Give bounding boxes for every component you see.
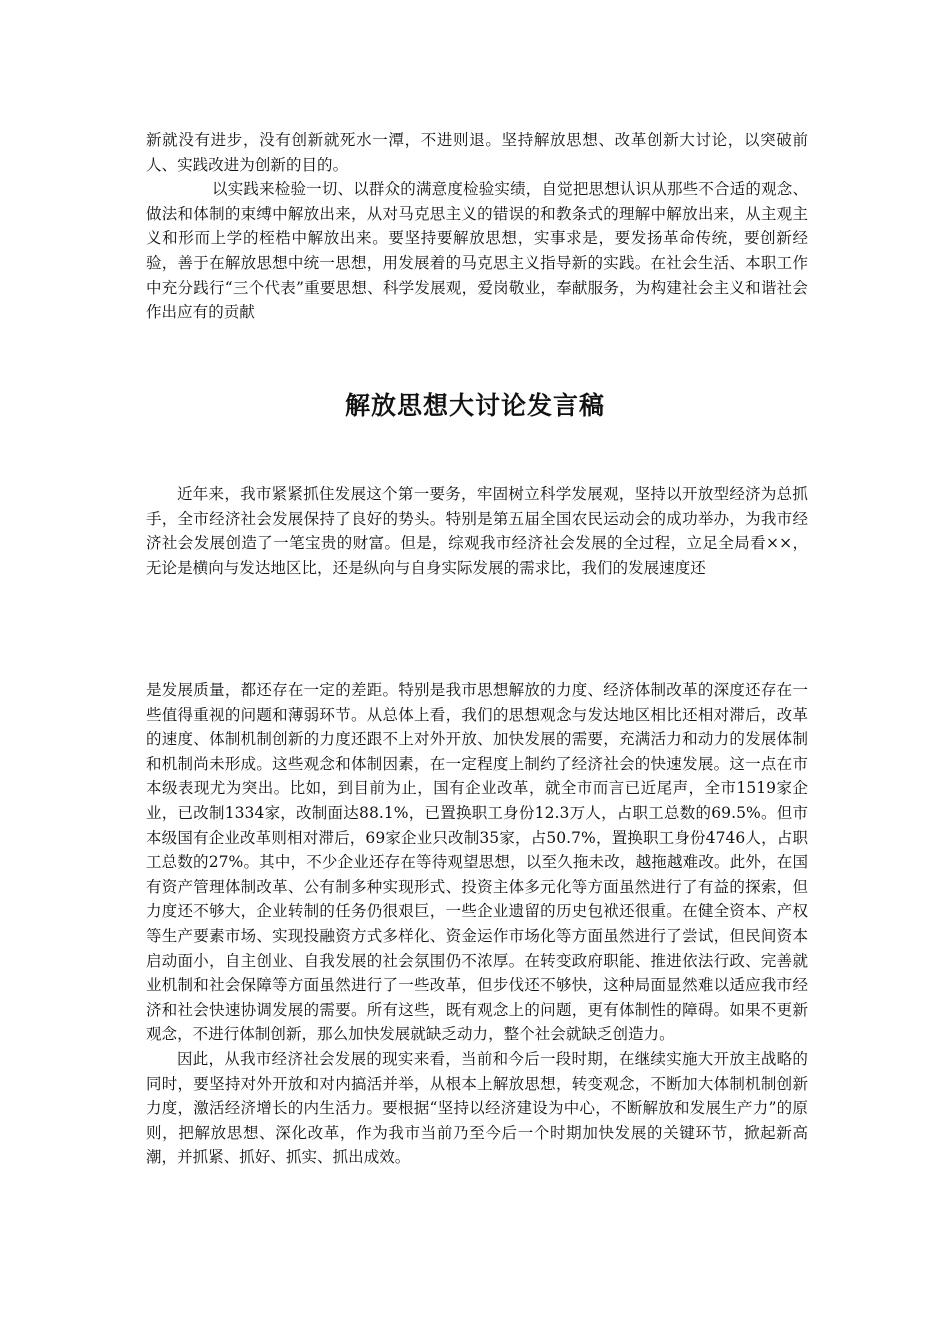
body-paragraph-1: 近年来，我市紧紧抓住发展这个第一要务，牢固树立科学发展观，坚持以开放型经济为总抓手，全市经济社会发展保持了良好的势头。特别是第五届全国农民运动会的成功举办，为我市经济社会发展创造了一笔宝贵的财富。但是，综观我市经济社会发展的全过程，立足全局看××，无论是横向与发达地区比，还是纵向与自身实际发展的需求比，我们的发展速度还	[146, 485, 808, 577]
intro-paragraph-1: 新就没有进步，没有创新就死水一潭，不进则退。坚持解放思想、改革创新大讨论，以突破前人、实践改进为创新的目的。	[146, 131, 808, 174]
document-title: 解放思想大讨论发言稿	[344, 391, 605, 420]
body-section-1	[146, 482, 808, 580]
intro-paragraph-2: 以实践来检验一切、以群众的满意度检验实绩，自觉把思想认识从那些不合适的观念、做法和体制的束缚中解放出来，从对马克思主义的错误的和教条式的理解中解放出来，从主观主义和形而上学的桎梏中解放出来。要坚持要解放思想，实事求是，要发扬革命传统，要创新经验，善于在解放思想中统一思想，用发展着的马克思主义指导新的实践。在社会生活、本职工作中充分践行“三个代表”重要思想、科学发展观，爱岗敬业，奉献服务，为构建社会主义和谐社会作出应有的贡献	[146, 180, 808, 322]
body-paragraph-3: 因此，从我市经济社会发展的现实来看，当前和今后一段时期，在继续实施大开放主战略的同时，要坚持对外开放和对内搞活并举，从根本上解放思想，转变观念，不断加大体制机制创新力度，激活经济增长的内生活力。要根据“坚持以经济建设为中心，不断解放和发展生产力”的原则，把解放思想、深化改革，作为我市当前乃至今后一个时期加快发展的关键环节，掀起新高潮，并抓紧、抓好、抓实、抓出成效。	[146, 1049, 808, 1167]
body-paragraph-2: 是发展质量，都还存在一定的差距。特别是我市思想解放的力度、经济体制改革的深度还存在一些值得重视的问题和薄弱环节。从总体上看，我们的思想观念与发达地区相比还相对滞后，改革的速度、体制机制创新的力度还跟不上对外开放、加快发展的需要，充满活力和动力的发展体制和机制尚未形成。这些观念和体制因素，在一定程度上制约了经济社会的快速发展。这一点在市本级表现尤为突出。比如，到目前为止，国有企业改革，就全市而言已近尾声，全市1519家企业，已改制1334家，改制面达88.1%，已置换职工身份12.3万人，占职工总数的69.5%。但市本级国有企业改革则相对滞后，69家企业只改制35家，占50.7%，置换职工身份4746人，占职工总数的27%。其中，不少企业还存在等待观望思想，以至久拖未改，越拖越难改。此外，在国有资产管理体制改革、公有制多种实现形式、投资主体多元化等方面虽然进行了有益的探索，但力度还不够大，企业转制的任务仍很艰巨，一些企业遗留的历史包袱还很重。在健全资本、产权等生产要素市场、实现投融资方式多样化、资金运作市场化等方面虽然进行了尝试，但民间资本启动面小，自主创业、自我发展的社会氛围仍不浓厚。在转变政府职能、推进依法行政、完善就业机制和社会保障等方面虽然进行了一些改革，但步伐还不够快，这种局面显然难以适应我市经济和社会快速协调发展的需要。所有这些，既有观念上的问题，更有体制性的障碍。如果不更新观念，不进行体制创新，那么加快发展就缺乏动力，整个社会就缺乏创造力。	[146, 681, 808, 1044]
intro-section	[146, 128, 808, 325]
body-section-2	[146, 678, 808, 1170]
